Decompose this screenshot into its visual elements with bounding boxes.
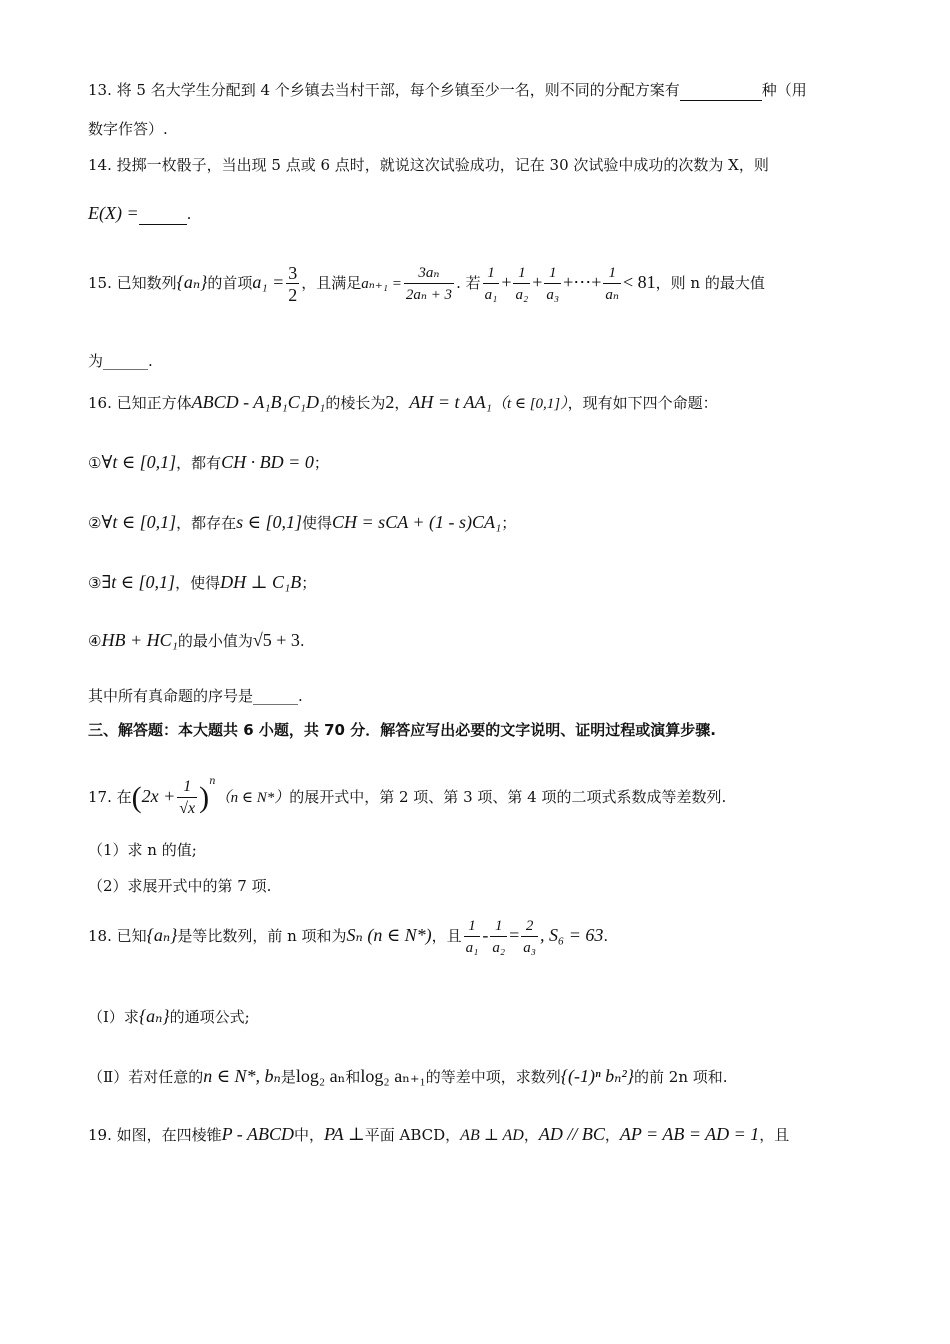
q16-text: ，都存在 [176,514,237,532]
q19-text: 平面 ABCD， [364,1126,461,1144]
proposition-number: ① [88,454,102,472]
proposition-expr: CH = sCA + (1 - s)CA₁ [332,512,502,532]
q19-text: ， [604,1126,620,1144]
q18-text: ，且 [431,927,462,945]
numerator: 1 [544,263,561,284]
denominator: 2aₙ + 3 [405,286,453,303]
perp-expr: PA ⊥ [323,1124,365,1144]
q16-text: ，现有如下四个命题： [567,394,718,412]
n-condition: （n ∈ N*） [215,790,290,806]
q18-text: . [603,927,609,945]
right-paren: ) [199,781,210,814]
proposition-expr: DH ⊥ C₁B [220,572,302,592]
q19-text: 中， [293,1126,324,1144]
log-expr: log₂ aₙ₊₁ [360,1066,426,1086]
question-17-part-1: （1）求 n 的值; [88,841,197,859]
q16-text: 的最小值为 [177,632,253,650]
numerator: 3 [288,262,298,283]
question-15-line-2: 为______. [88,352,153,370]
q16-text: ， [394,394,410,412]
question-17-part-2: （2）求展开式中的第 7 项. [88,877,272,895]
q16-text: ； [313,454,329,472]
q16-text: 16. 已知正方体 [88,394,192,412]
q17-text: 17. 在 [88,788,132,806]
n-bn-expr: n ∈ N*, bₙ [203,1066,281,1086]
exponent: n [209,776,216,787]
numerator: 1 [513,263,530,284]
fraction-1-a1 [464,916,481,959]
denominator: 2 [288,284,298,305]
minus: - [482,925,489,945]
question-16-line-1 [88,392,718,414]
q19-text: ，且 [759,1126,790,1144]
equals: = [509,925,520,945]
sequence-expr: {(-1)ⁿ bₙ²} [560,1066,635,1086]
answer-blank [680,80,762,101]
denominator: √x [179,799,196,817]
proposition-expr: CH · BD = 0 [221,452,314,472]
proposition-number: ④ [88,632,102,650]
question-19-line-1 [88,1124,789,1146]
q17-text: 的展开式中，第 2 项、第 3 项、第 4 项的二项式系数成等差数列. [289,788,727,806]
question-14-line-1: 14. 投掷一枚骰子，当出现 5 点或 6 点时，就说这次试验成功，记在 30 次试验中成功的次数为 X，则 [88,156,769,174]
proposition-expr: HB + HC₁ [101,630,178,650]
denominator: a₃ [523,939,536,956]
question-18-part-1 [88,1006,250,1027]
numerator: 1 [490,916,507,937]
proposition-4 [88,630,305,651]
question-16-ask: 其中所有真命题的序号是______. [88,687,303,705]
binomial-fraction [177,777,197,820]
section-3-heading: 三、解答题：本大题共 6 小题，共 70 分．解答应写出必要的文字说明、证明过程或演算步骤. [88,721,716,739]
q15-text: 15. 已知数列 [88,274,177,292]
q16-text: ； [501,514,517,532]
s-range: s ∈ [0,1] [236,512,303,532]
q18-text: 和 [345,1068,361,1086]
question-18-part-2 [88,1066,728,1087]
q16-text: 使得 [302,514,333,532]
numerator: 1 [177,777,197,798]
q16-text: . [299,632,305,650]
q18-text: 的等差中项，求数列 [425,1068,561,1086]
proposition-number: ② [88,514,102,532]
recurrence-lhs: aₙ₊₁ = [361,276,402,292]
q19-text: ， [523,1126,539,1144]
q15-text: ，则 n 的最大值 [655,274,765,292]
denominator: aₙ [605,286,619,303]
cube-expr: ABCD - A₁B₁C₁D₁ [191,392,326,412]
plus: + [591,272,602,292]
quantifier: ∃t ∈ [0,1] [101,572,176,592]
denominator: a₂ [515,286,529,303]
inequality: < 81 [622,272,656,292]
fraction-3-2 [286,263,299,306]
ellipsis: ⋯ [573,272,592,292]
quantifier: ∀t ∈ [0,1] [101,512,177,532]
numerator: 1 [464,916,481,937]
plus: + [501,272,512,292]
left-paren: ( [131,781,142,814]
q16-text: ，使得 [175,574,221,592]
t-condition: （t ∈ [0,1]） [491,396,568,412]
recurrence-fraction [404,263,454,306]
denominator: a₃ [546,286,560,303]
question-17-line [88,752,726,828]
first-term: a₁ = [252,272,285,292]
min-value: √5 + 3 [252,630,300,650]
denominator: a₁ [465,939,479,956]
q18-text: 的通项公式; [169,1008,250,1026]
numerator: 2 [521,916,538,937]
proposition-1 [88,452,329,473]
q13-text-end: 种（用 [761,81,807,99]
q16-text: ； [301,574,317,592]
numerator: 1 [483,263,500,284]
fraction-1-a2 [490,916,507,959]
sum-term-n [603,263,621,306]
log-expr: log₂ aₙ [295,1066,346,1086]
sum-term-3 [544,263,561,306]
question-18-line-1 [88,910,608,961]
sum-term-1 [483,263,500,306]
equal-lengths-expr: AP = AB = AD = 1 [619,1124,760,1144]
denominator: a₂ [492,939,506,956]
sequence-expr: {aₙ} [138,1006,170,1026]
plus: + [563,272,574,292]
proposition-3 [88,572,316,593]
q18-text: 是等比数列，前 n 项和为 [177,927,347,945]
q15-text: ，且满足 [301,274,362,292]
plus: + [532,272,543,292]
proposition-number: ③ [88,574,102,592]
binomial-term: 2x + [141,786,176,806]
question-14-line-2: E(X) = . [88,203,192,223]
answer-blank [139,204,187,225]
q18-text: 是 [280,1068,296,1086]
question-13-line-2: 数字作答）. [88,120,168,138]
question-13-line-1 [88,80,807,101]
q19-text: 19. 如图，在四棱锥 [88,1126,222,1144]
sequence-expr: {aₙ} [146,925,178,945]
edge-length: 2 [385,392,395,412]
q16-text: ，都有 [176,454,222,472]
quantifier: ∀t ∈ [0,1] [101,452,177,472]
q15-text: 的首项 [207,274,253,292]
partial-sum-expr: Sₙ (n ∈ N*) [346,925,432,945]
numerator: 1 [603,263,621,284]
expectation-expr: E(X) = [88,203,139,223]
q18-text: 18. 已知 [88,927,147,945]
denominator: a₁ [484,286,498,303]
numerator: 3aₙ [404,263,454,284]
q18-text: （Ⅰ）求 [88,1008,139,1026]
parallel-expr: AD // BC [538,1124,605,1144]
sum-term-2 [513,263,530,306]
fraction-2-a3 [521,916,538,959]
pyramid-expr: P - ABCD [221,1124,294,1144]
q15-text: . 若 [456,274,481,292]
perp-expr: AB ⊥ AD [460,1127,524,1144]
q13-text: 13. 将 5 名大学生分配到 4 个乡镇去当村干部，每个乡镇至少一名，则不同的分配方案有 [88,81,680,99]
q18-text: 的前 2n 项和. [634,1068,728,1086]
s6-expr: , S₆ = 63 [539,925,604,945]
question-15-line-1 [88,262,765,306]
proposition-2 [88,512,516,533]
sequence-expr: {aₙ} [176,272,208,292]
q16-text: 的棱长为 [325,394,386,412]
q18-text: （Ⅱ）若对任意的 [88,1068,204,1086]
ah-expr: AH = t AA₁ [409,392,492,412]
